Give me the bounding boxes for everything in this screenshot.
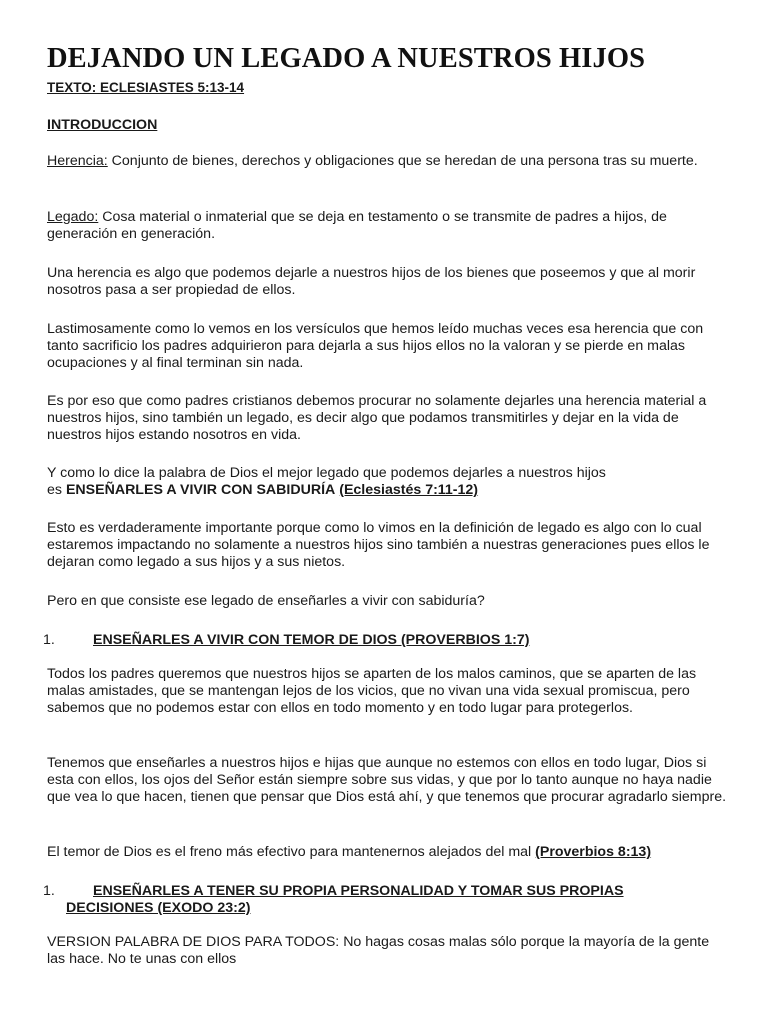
herencia-definition-text: Conjunto de bienes, derechos y obligaciones que se heredan de una persona tras su muerte.	[107, 153, 698, 169]
temor-freno-text: El temor de Dios es el freno más efectivo para mantenernos alejados del mal	[47, 844, 536, 860]
section-number: 1.	[43, 632, 55, 648]
introduction-heading: INTRODUCCION	[47, 117, 158, 133]
paragraph-lastimosamente: Lastimosamente como lo vemos en los versículos que hemos leído muchas veces esa herencia que con tanto sacrificio los padres adquirieron para dejarla a sus hijos ellos no la valoran y se pierde en malas ocupaciones y al final terminan sin nada.	[47, 321, 704, 371]
paragraph-mejor-legado	[47, 465, 727, 499]
section-heading-line2: DECISIONES (EXODO 23:2)	[66, 900, 251, 916]
paragraph-pregunta: Pero en que consiste ese legado de enseñarles a vivir con sabiduría?	[47, 593, 485, 609]
version-palabra-text: VERSION PALABRA DE DIOS PARA TODOS: No hagas cosas malas sólo porque la mayoría de la gente las hace. No te unas con ellos	[47, 934, 710, 967]
paragraph-padres-cristianos: Es por eso que como padres cristianos debemos procurar no solamente dejarles una herencia material a nuestros hijos, sino también un legado, es decir algo que podamos transmitirles y dejar en la vida de nuestros hijos estando nosotros en vida.	[47, 393, 707, 443]
section-heading-personalidad	[43, 883, 733, 917]
paragraph-version-palabra	[47, 934, 727, 968]
paragraph-importante: Esto es verdaderamente importante porque como lo vimos en la definición de legado es algo con lo cual estaremos impactando no solamente a nuestros hijos sino también a nuestras generaciones pues ellos le dejaran como legado a sus hijos y a sus nietos.	[47, 520, 710, 570]
paragraph-tenemos-que: Tenemos que enseñarles a nuestros hijos e hijas que aunque no estemos con ellos en todo lugar, Dios si esta con ellos, los ojos del Señor están siempre sobre sus vidas, y que por lo tanto aunque no haya nadie que vea lo que hacen, tienen que pensar que Dios está ahí, y que tenemos que procurar agradarlo siempre.	[47, 755, 727, 805]
legado-definition	[47, 209, 727, 243]
paragraph-herencia: Una herencia es algo que podemos dejarle a nuestros hijos de los bienes que poseemos y que al morir nosotros pasa a ser propiedad de ellos.	[47, 265, 696, 298]
mejor-legado-line1: Y como lo dice la palabra de Dios el mejor legado que podemos dejarles a nuestros hijos	[47, 465, 606, 481]
paragraph-padres-queremos	[47, 666, 727, 717]
section-heading-line1: ENSEÑARLES A TENER SU PROPIA PERSONALIDAD Y TOMAR SUS PROPIAS	[93, 883, 624, 899]
padres-queremos-text: Todos los padres queremos que nuestros hijos se aparten de los malos caminos, que se aparten de las malas amistades, que se mantengan lejos de los vicios, que no vivan una vida sexual promiscua, pero sabemos que no podemos estar con ellos en todo momento y en todo lugar para protegerlos.	[47, 666, 697, 716]
herencia-term: Herencia:	[47, 153, 108, 169]
legado-term: Legado:	[47, 209, 99, 225]
eclesiastes-reference: (Eclesiastés 7:11-12)	[339, 482, 479, 498]
scripture-reference: TEXTO: ECLESIASTES 5:13-14	[47, 80, 245, 95]
legado-definition-text: Cosa material o inmaterial que se deja en testamento o se transmite de padres a hijos, de generación en generación.	[47, 209, 667, 242]
herencia-definition	[47, 153, 727, 170]
section-heading-text: ENSEÑARLES A VIVIR CON TEMOR DE DIOS (PROVERBIOS 1:7)	[93, 632, 530, 648]
mejor-legado-es: es	[47, 482, 66, 498]
document-title: DEJANDO UN LEGADO A NUESTROS HIJOS	[47, 43, 646, 74]
section-number: 1.	[43, 883, 55, 899]
section-heading-temor	[43, 632, 733, 649]
proverbios-reference: (Proverbios 8:13)	[535, 844, 652, 860]
paragraph-temor-freno	[47, 844, 727, 861]
sabiduria-emphasis: ENSEÑARLES A VIVIR CON SABIDURÍA	[65, 482, 336, 498]
